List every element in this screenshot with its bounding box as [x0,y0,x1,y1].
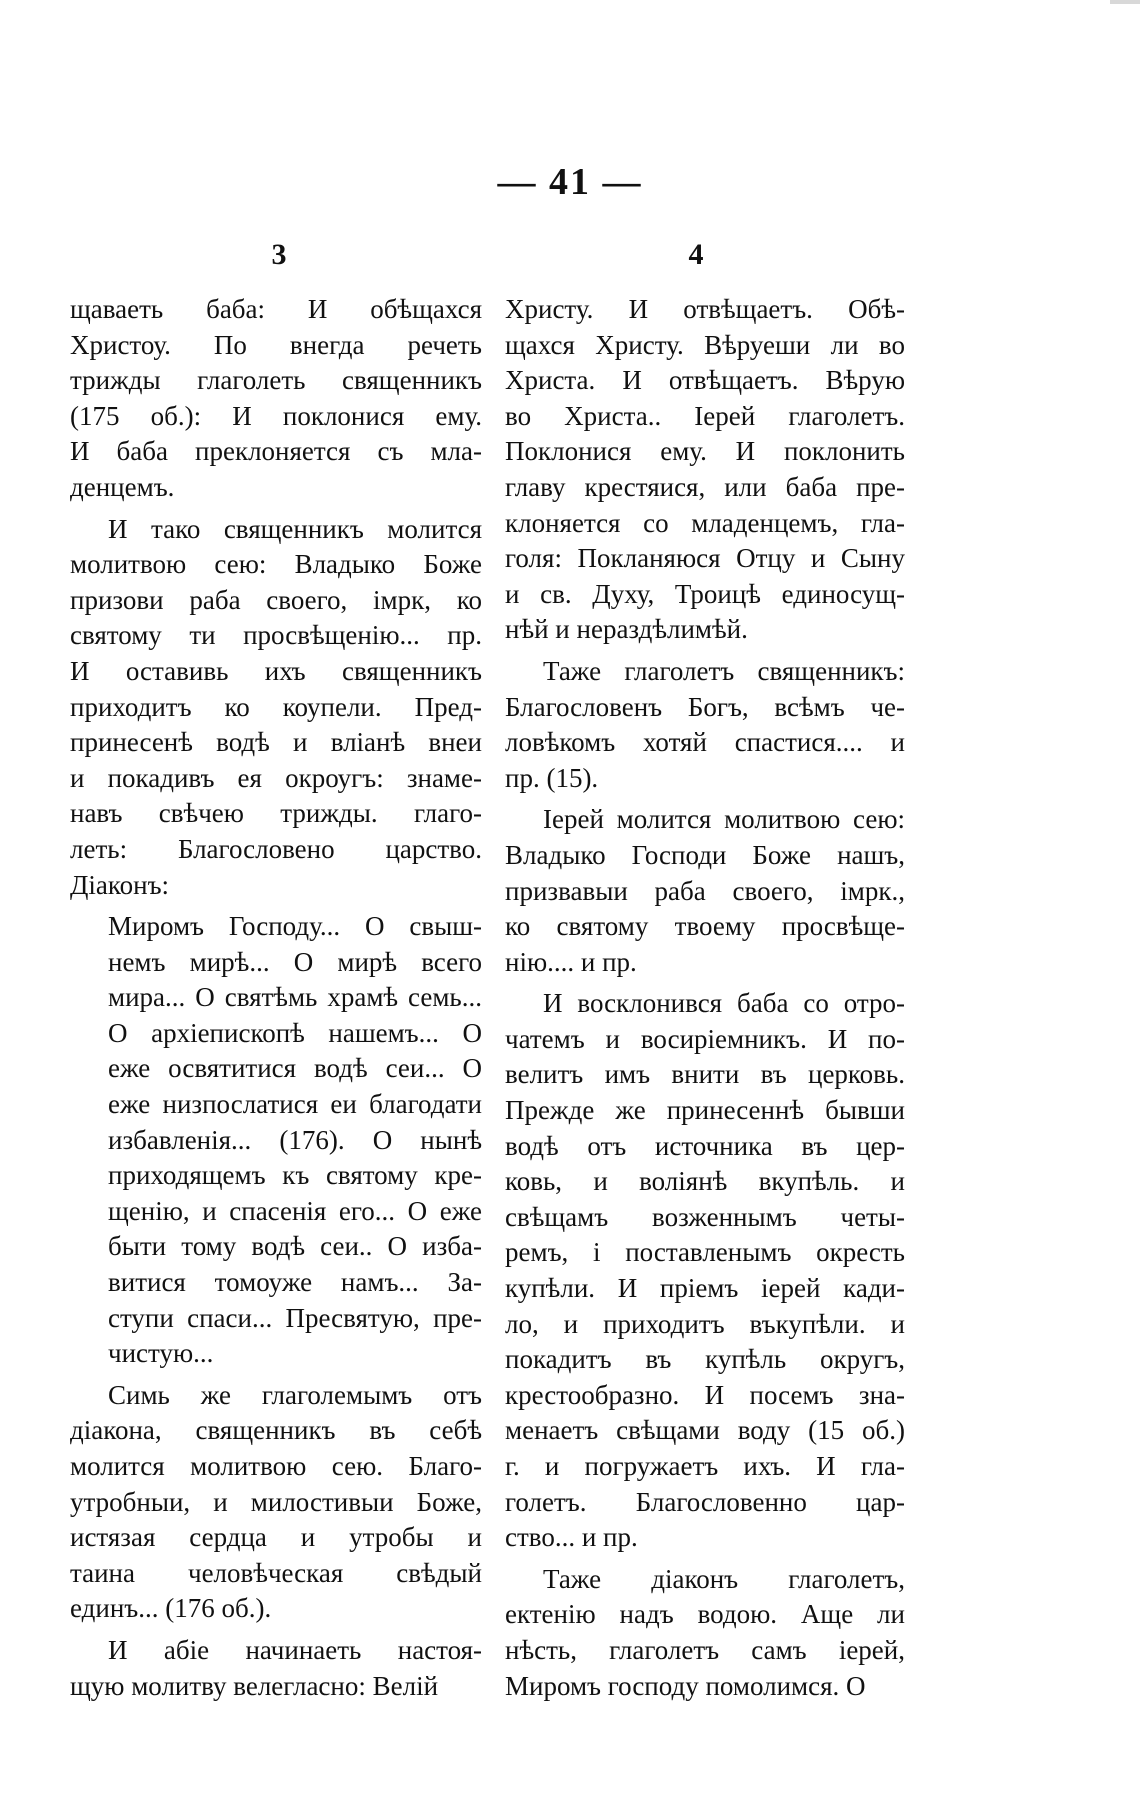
text-line: навъ свѣчею трижды. глаго- [70,798,482,829]
text-line: пр. (15). [505,762,599,793]
paragraph [505,1562,905,1704]
text-line: Поклонися ему. И поклонить [505,436,905,467]
paragraph [505,292,905,648]
paragraph [505,654,905,796]
text-line: менаетъ свѣщами воду (15 об.) [505,1415,905,1446]
text-line: мира... О святѣмь храмѣ семь... [108,982,482,1013]
text-line: И тако священникъ молится [108,513,482,544]
paragraph [70,1378,482,1627]
text-line: (175 об.): И поклонися ему. [70,400,482,431]
text-line: И баба преклоняется съ мла- [70,436,482,467]
text-line: истязая сердца и утробы и [70,1522,482,1553]
text-line: щаваеть баба: И обѣщахся [70,294,482,324]
text-line: ектенію надъ водою. Аще ли [505,1599,905,1630]
text-line: нѣй и нераздѣлимѣй. [505,614,748,645]
text-line: и св. Духу, Троицѣ единосущ- [505,578,905,609]
text-line: быти тому водѣ сеи.. О изба- [108,1231,482,1262]
text-line: главу крестяися, или баба пре- [505,471,905,502]
text-line: ловѣкомъ хотяй спастися.... и [505,727,905,758]
text-line: Благословенъ Богъ, всѣмъ че- [505,691,905,722]
text-line: призови раба своего, імрк, ко [70,584,482,615]
text-line: немъ мирѣ... О мирѣ всего [108,946,482,977]
text-line: Миромъ господу помолимся. О [505,1670,866,1701]
text-line: приходящемъ къ святому кре- [108,1160,482,1191]
text-line: клоняется со младенцемъ, гла- [505,507,905,538]
page-number: — 41 — [497,161,643,203]
text-line: купѣли. И пріемъ іерей кади- [505,1273,905,1304]
text-line: утробныи, и милостивыи Боже, [70,1486,482,1517]
paragraph [70,909,482,1372]
text-line: во Христа.. Іерей глаголетъ. [505,400,905,431]
text-line: И оставивь ихъ священникъ [70,655,482,686]
left-column-number: 3 [271,238,287,271]
text-line: Прежде же принесеннѣ бывши [505,1095,905,1126]
text-line: свѣщамъ возженнымъ четы- [505,1201,905,1232]
text-line: голя: Покланяюся Отцу и Сыну [505,543,905,574]
text-line: Христу. И отвѣщаетъ. Обѣ- [505,294,905,324]
text-line: водѣ отъ источника въ цер- [505,1130,905,1161]
text-line: покадитъ въ купѣль округъ, [505,1344,905,1375]
text-line: О архіепископѣ нашемъ... О [108,1017,482,1048]
text-line: ло, и приходитъ въкупѣли. и [505,1308,905,1339]
text-line: призвавыи раба своего, імрк., [505,875,905,906]
text-line: Христа. И отвѣщаетъ. Вѣрую [505,365,905,396]
text-line: Таже глаголетъ священникъ: [543,655,905,686]
text-line: Христоу. По внегда речеть [70,329,482,360]
text-line: велитъ имъ внити въ церковь. [505,1059,905,1090]
text-line: діакона, священникъ въ себѣ [70,1415,482,1446]
text-line: крестообразно. И посемъ зна- [505,1379,905,1410]
text-line: денцемъ. [70,471,175,502]
text-line: ремъ, і поставленымъ окресть [505,1237,905,1268]
corner-mark [1110,0,1140,4]
text-line: Владыко Господи Боже нашъ, [505,839,905,870]
right-column-number: 4 [688,238,704,271]
text-line: приходитъ ко коупели. Пред- [70,691,482,722]
text-line: святому ти просвѣщенію... пр. [70,620,482,651]
text-line: еже освятитися водѣ сеи... О [108,1053,482,1084]
text-line: Симь же глаголемымъ отъ [108,1379,482,1410]
paragraph [70,1633,482,1704]
text-line: ство... и пр. [505,1522,638,1553]
text-line: Миромъ Господу... О свыш- [108,911,482,942]
text-line: трижды глаголеть священникъ [70,365,482,396]
text-line: ко святому твоему просвѣще- [505,911,905,942]
text-line: и покадивъ ея окроугъ: знаме- [70,762,482,793]
text-line: еже низпослатися еи благодати [108,1089,482,1120]
text-line: ковь, и воліянѣ вкупѣль. и [505,1166,905,1197]
text-line: витися томоуже намъ... За- [108,1267,482,1298]
paragraph [70,292,482,506]
text-line: И абіе начинаеть настоя- [108,1634,482,1665]
text-line: нѣсть, глаголетъ самъ іерей, [505,1634,905,1665]
text-line: ступи спаси... Пресвятую, пре- [108,1302,482,1333]
text-line: таина человѣческая свѣдый [70,1557,482,1588]
text-line: щенію, и спасенія его... О еже [108,1195,482,1226]
text-line: молитвою сею: Владыко Боже [70,549,482,580]
left-text-column [70,292,482,1710]
text-line: принесенѣ водѣ и вліанѣ внеи [70,727,482,758]
text-line: леть: Благословено царство. [70,833,482,864]
paragraph [505,802,905,980]
text-line: чистую... [108,1338,214,1369]
text-line: И восклонився баба со отро- [543,988,905,1019]
paragraph [70,512,482,904]
text-line: щую молитву велегласно: Велій [70,1670,439,1701]
text-line: Діаконъ: [70,869,170,900]
text-line: молится молитвою сею. Благо- [70,1451,482,1481]
text-line: нію.... и пр. [505,946,637,977]
text-line: г. и погружаетъ ихъ. И гла- [505,1451,905,1481]
paragraph [505,986,905,1556]
text-line: голетъ. Благословенно цар- [505,1486,905,1517]
text-line: Таже діаконъ глаголетъ, [543,1563,905,1594]
right-text-column [505,292,905,1710]
text-line: щахся Христу. Вѣруеши ли во [505,329,905,360]
text-line: чатемъ и восиріемникъ. И по- [505,1023,905,1054]
text-line: Іерей молится молитвою сею: [543,804,905,835]
text-line: избавленія... (176). О нынѣ [108,1124,482,1155]
text-line: единъ... (176 об.). [70,1593,272,1624]
